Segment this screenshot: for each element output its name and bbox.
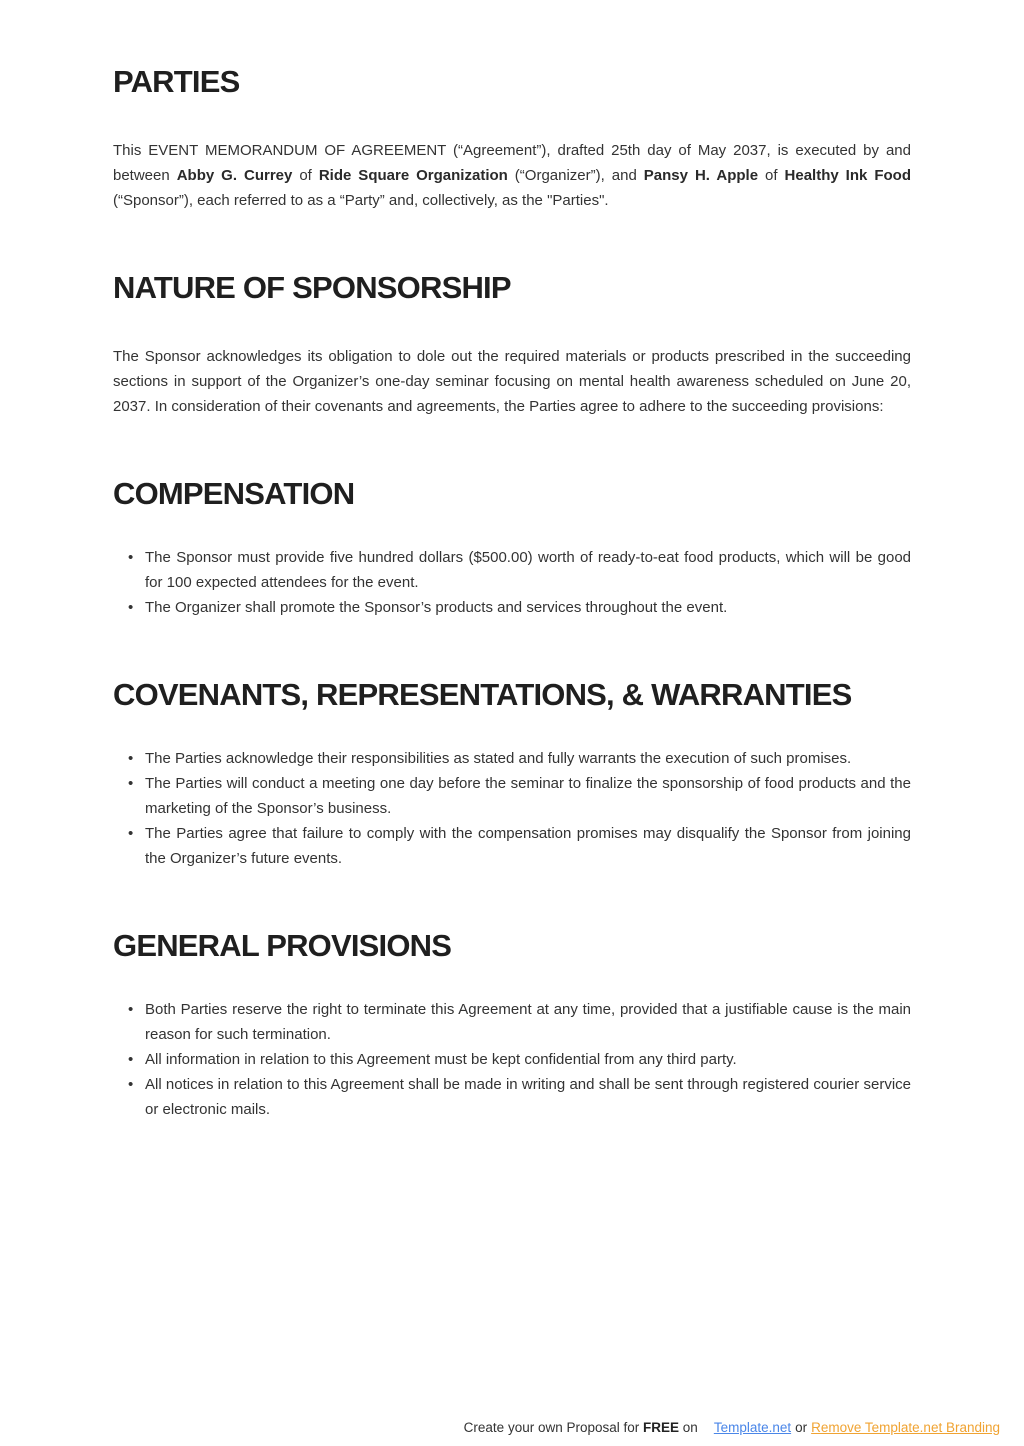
section-heading-compensation: COMPENSATION bbox=[113, 476, 355, 511]
footer-text: Create your own Proposal for bbox=[463, 1420, 644, 1435]
general-provisions-bullet-list bbox=[113, 997, 911, 1122]
section-heading-general-provisions: GENERAL PROVISIONS bbox=[113, 928, 452, 963]
section-covenants bbox=[113, 677, 911, 871]
footer-text-or: or bbox=[795, 1420, 808, 1435]
bullet-item: • The Organizer shall promote the Sponsor’s products and services throughout the event. bbox=[145, 595, 911, 620]
paragraph-text: (“Organizer”), and bbox=[507, 167, 644, 184]
section-heading-parties: PARTIES bbox=[113, 64, 240, 99]
bullet-item: • The Sponsor must provide five hundred dollars ($500.00) worth of ready-to-eat food products, which will be good for 100 expected attendees for the event. bbox=[145, 545, 911, 595]
section-nature-of-sponsorship bbox=[113, 270, 911, 419]
bullet-item: • The Parties acknowledge their responsibilities as stated and fully warrants the execution of such promises. bbox=[145, 746, 911, 771]
footer-branding-note bbox=[464, 1418, 1000, 1438]
section-heading-nature-of-sponsorship: NATURE OF SPONSORSHIP bbox=[113, 270, 511, 305]
bullet-item: • All information in relation to this Agreement must be kept confidential from any third party. bbox=[145, 1047, 911, 1072]
remove-branding-link[interactable]: Remove Template.net Branding bbox=[811, 1420, 1000, 1435]
organizer-name: Abby G. Currey bbox=[176, 167, 293, 184]
free-label: FREE bbox=[643, 1420, 680, 1435]
paragraph-text: (“Sponsor”), each referred to as a “Party” and, collectively, as the "Parties". bbox=[113, 192, 609, 209]
nature-paragraph: The Sponsor acknowledges its obligation to dole out the required materials or products prescribed in the succeeding sections in support of the Organizer’s one-day seminar focusing on mental health awareness scheduled on June 20, 2037. In consideration of their covenants and agreements, the Parties agree to adhere to the succeeding provisions: bbox=[113, 348, 911, 415]
paragraph-text: of bbox=[758, 167, 785, 184]
template-net-link[interactable]: Template.net bbox=[713, 1420, 792, 1435]
sponsor-name: Pansy H. Apple bbox=[643, 167, 759, 184]
section-parties bbox=[113, 64, 911, 213]
organizer-company: Ride Square Organization bbox=[318, 167, 508, 184]
parties-paragraph bbox=[113, 138, 911, 213]
bullet-item: • Both Parties reserve the right to terminate this Agreement at any time, provided that a justifiable cause is the main reason for such termination. bbox=[145, 997, 911, 1047]
sponsor-company: Healthy Ink Food bbox=[784, 167, 911, 184]
paragraph-text: of bbox=[292, 167, 319, 184]
bullet-item: • The Parties agree that failure to comply with the compensation promises may disqualify the Sponsor from joining the Organizer’s future events. bbox=[145, 821, 911, 871]
section-general-provisions bbox=[113, 928, 911, 1122]
paragraph-text: This EVENT MEMORANDUM OF AGREEMENT (“Agreement”), drafted 25th day of May 2037, is executed by and between bbox=[113, 142, 911, 184]
footer-text: on bbox=[679, 1420, 698, 1435]
compensation-bullet-list bbox=[113, 545, 911, 620]
bullet-item: • All notices in relation to this Agreement shall be made in writing and shall be sent through registered courier service or electronic mails. bbox=[145, 1072, 911, 1122]
section-compensation bbox=[113, 476, 911, 620]
covenants-bullet-list bbox=[113, 746, 911, 871]
bullet-item: • The Parties will conduct a meeting one day before the seminar to finalize the sponsorship of food products and the marketing of the Sponsor’s business. bbox=[145, 771, 911, 821]
section-heading-covenants: COVENANTS, REPRESENTATIONS, & WARRANTIES bbox=[113, 677, 852, 712]
